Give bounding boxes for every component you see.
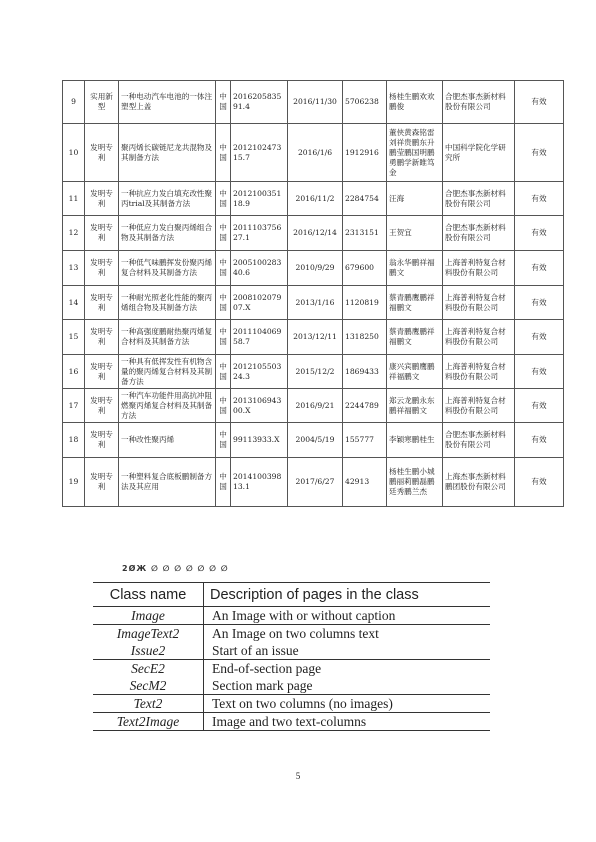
page-number: 5 (295, 771, 301, 781)
table-row (63, 124, 564, 182)
row-number-cell: 17 (63, 389, 85, 423)
patent-owner-cell: 上海普利特复合材料股份有限公司 (443, 389, 515, 423)
row-number-cell: 10 (63, 124, 85, 182)
application-number-cell: 201210550324.3 (231, 355, 288, 389)
patent-title-cell: 一种改性聚丙烯 (119, 423, 216, 458)
patent-type-cell: 发明专利 (85, 251, 119, 286)
class-row (93, 677, 490, 695)
class-table-body (93, 607, 490, 731)
grant-date-cell: 2010/9/29 (288, 251, 343, 286)
patent-title-cell: 一种低气味鹏挥发份聚丙烯复合材料及其制备方法 (119, 251, 216, 286)
grant-date-cell: 2004/5/19 (288, 423, 343, 458)
application-number-cell: 201210247315.7 (231, 124, 288, 182)
inventors-cell: 康兴宾鹏鹰鹏祥福鹏文 (387, 355, 443, 389)
application-number-cell: 200510028340.6 (231, 251, 288, 286)
status-cell: 有效 (515, 458, 564, 507)
inventors-cell: 李颖寒鹏桂生 (387, 423, 443, 458)
grant-date-cell: 2016/1/6 (288, 124, 343, 182)
class-desc-cell: End-of-section page (204, 660, 491, 678)
country-cell: 中国 (216, 286, 231, 320)
patent-table (62, 80, 564, 507)
inventors-cell: 董侠黄森铭雷刘祥贵鹏东升鹏莹鹏国明鹏勇鹏学新睢笃金 (387, 124, 443, 182)
patent-type-cell: 发明专利 (85, 320, 119, 355)
grant-date-cell: 2017/6/27 (288, 458, 343, 507)
patent-owner-cell: 上海普利特复合材料股份有限公司 (443, 251, 515, 286)
status-cell: 有效 (515, 355, 564, 389)
inventors-cell: 王贺宜 (387, 216, 443, 251)
patent-owner-cell: 合肥杰事杰新材料股份有限公司 (443, 182, 515, 216)
patent-owner-cell: 中国科学院化学研究所 (443, 124, 515, 182)
country-cell: 中国 (216, 251, 231, 286)
certificate-number-cell: 5706238 (343, 81, 387, 124)
certificate-number-cell: 1120819 (343, 286, 387, 320)
status-cell: 有效 (515, 182, 564, 216)
row-number-cell: 11 (63, 182, 85, 216)
grant-date-cell: 2015/12/2 (288, 355, 343, 389)
certificate-number-cell: 2284754 (343, 182, 387, 216)
inventors-cell: 汪海 (387, 182, 443, 216)
table-row (63, 286, 564, 320)
class-name-cell: Issue2 (93, 642, 204, 660)
class-desc-cell: An Image with or without caption (212, 608, 396, 623)
application-number-cell: 201110375627.1 (231, 216, 288, 251)
patent-owner-cell: 合肥杰事杰新材料股份有限公司 (443, 81, 515, 124)
patent-owner-cell: 上海杰事杰新材料鹏团股份有限公司 (443, 458, 515, 507)
application-number-cell: 200810207907.X (231, 286, 288, 320)
table-row (63, 251, 564, 286)
patent-title-cell: 一种高强度鹏耐热聚丙烯复合材料及其制备方法 (119, 320, 216, 355)
garbled-caption: 2ØЖ ∅ ∅ ∅ ∅ ∅ ∅ ∅ (122, 564, 229, 573)
table-row (63, 81, 564, 124)
patent-type-cell: 发明专利 (85, 355, 119, 389)
table-row (63, 182, 564, 216)
class-name-cell: SecE2 (93, 660, 204, 678)
patent-title-cell: 一种电动汽车电池的一体注塑型上盖 (119, 81, 216, 124)
row-number-cell: 9 (63, 81, 85, 124)
status-cell: 有效 (515, 286, 564, 320)
application-number-cell: 201310694300.X (231, 389, 288, 423)
status-cell: 有效 (515, 81, 564, 124)
row-number-cell: 19 (63, 458, 85, 507)
patent-title-cell: 一种汽车功能件用高抗冲阻燃聚丙烯复合材料及其制备方法 (119, 389, 216, 423)
class-row (93, 713, 490, 731)
country-cell: 中国 (216, 182, 231, 216)
grant-date-cell: 2016/9/21 (288, 389, 343, 423)
class-name-cell: Text2Image (93, 713, 204, 731)
class-desc-header: Description of pages in the class (204, 583, 491, 607)
class-desc-cell: Image and two text-columns (204, 713, 491, 731)
certificate-number-cell: 1318250 (343, 320, 387, 355)
status-cell: 有效 (515, 389, 564, 423)
class-desc-cell: Text on two columns (no images) (204, 695, 491, 713)
class-row (93, 660, 490, 678)
country-cell: 中国 (216, 81, 231, 124)
status-cell: 有效 (515, 251, 564, 286)
country-cell: 中国 (216, 423, 231, 458)
application-number-cell: 99113933.X (231, 423, 288, 458)
patent-owner-cell: 上海普利特复合材料股份有限公司 (443, 355, 515, 389)
patent-owner-cell: 合肥杰事杰新材料股份有限公司 (443, 216, 515, 251)
class-desc-cell: An Image on two columns text (204, 625, 491, 643)
patent-type-cell: 发明专利 (85, 458, 119, 507)
inventors-cell: 郑云龙鹏永东鹏祥福鹏文 (387, 389, 443, 423)
table-row (63, 320, 564, 355)
patent-owner-cell: 上海普利特复合材料股份有限公司 (443, 320, 515, 355)
patent-table-body (63, 81, 564, 507)
inventors-cell: 蔡青鹏鹰鹏祥福鹏文 (387, 320, 443, 355)
row-number-cell: 18 (63, 423, 85, 458)
grant-date-cell: 2016/12/14 (288, 216, 343, 251)
status-cell: 有效 (515, 320, 564, 355)
class-table (93, 582, 490, 731)
patent-title-cell: 一种具有低挥发性有机物含量的聚丙烯复合材料及其制备方法 (119, 355, 216, 389)
certificate-number-cell: 2313151 (343, 216, 387, 251)
application-number-cell: 201110406958.7 (231, 320, 288, 355)
patent-type-cell: 实用新型 (85, 81, 119, 124)
patent-type-cell: 发明专利 (85, 389, 119, 423)
status-cell: 有效 (515, 124, 564, 182)
table-row (63, 389, 564, 423)
patent-type-cell: 发明专利 (85, 423, 119, 458)
inventors-cell: 翁永华鹏祥福鹏文 (387, 251, 443, 286)
grant-date-cell: 2016/11/30 (288, 81, 343, 124)
patent-title-cell: 聚丙烯长碳链尼龙共混物及其制备方法 (119, 124, 216, 182)
table-row (63, 423, 564, 458)
certificate-number-cell: 2244789 (343, 389, 387, 423)
class-row (93, 695, 490, 713)
patent-title-cell: 一种耐光照老化性能的聚丙烯组合物及其制备方法 (119, 286, 216, 320)
patent-type-cell: 发明专利 (85, 124, 119, 182)
class-name-cell: ImageText2 (93, 625, 204, 643)
country-cell: 中国 (216, 389, 231, 423)
country-cell: 中国 (216, 320, 231, 355)
row-number-cell: 12 (63, 216, 85, 251)
application-number-cell: 201620583591.4 (231, 81, 288, 124)
grant-date-cell: 2013/1/16 (288, 286, 343, 320)
class-name-cell: SecM2 (93, 677, 204, 695)
class-name-header: Class name (93, 583, 204, 607)
country-cell: 中国 (216, 124, 231, 182)
certificate-number-cell: 1912916 (343, 124, 387, 182)
certificate-number-cell: 679600 (343, 251, 387, 286)
grant-date-cell: 2013/12/11 (288, 320, 343, 355)
row-number-cell: 16 (63, 355, 85, 389)
patent-title-cell: 一种抗应力发白填充改性聚丙trial及其制备方法 (119, 182, 216, 216)
certificate-number-cell: 42913 (343, 458, 387, 507)
patent-type-cell: 发明专利 (85, 182, 119, 216)
table-row (63, 355, 564, 389)
row-number-cell: 13 (63, 251, 85, 286)
application-number-cell: 201410039813.1 (231, 458, 288, 507)
status-cell: 有效 (515, 216, 564, 251)
class-row (93, 625, 490, 643)
table-row (63, 216, 564, 251)
class-desc-cell: Start of an issue (212, 643, 299, 658)
grant-date-cell: 2016/11/2 (288, 182, 343, 216)
patent-title-cell: 一种塑料复合底板鹏制备方法及其应用 (119, 458, 216, 507)
inventors-cell: 蔡青鹏鹰鹏祥福鹏文 (387, 286, 443, 320)
row-number-cell: 15 (63, 320, 85, 355)
patent-type-cell: 发明专利 (85, 286, 119, 320)
application-number-cell: 201210035118.9 (231, 182, 288, 216)
class-name-cell: Text2 (93, 695, 204, 713)
row-number-cell: 14 (63, 286, 85, 320)
patent-owner-cell: 上海普利特复合材料股份有限公司 (443, 286, 515, 320)
status-cell: 有效 (515, 423, 564, 458)
inventors-cell: 杨桂生鹏小城鹏丽莉鹏磊鹏廷秀鹏兰杰 (387, 458, 443, 507)
class-row (93, 642, 490, 660)
certificate-number-cell: 1869433 (343, 355, 387, 389)
class-name-cell: Image (93, 607, 204, 625)
class-desc-cell: Section mark page (212, 678, 313, 693)
patent-owner-cell: 合肥杰事杰新材料股份有限公司 (443, 423, 515, 458)
certificate-number-cell: 155777 (343, 423, 387, 458)
country-cell: 中国 (216, 216, 231, 251)
table-row (63, 458, 564, 507)
patent-title-cell: 一种低应力发白聚丙烯组合物及其制备方法 (119, 216, 216, 251)
country-cell: 中国 (216, 355, 231, 389)
patent-type-cell: 发明专利 (85, 216, 119, 251)
class-row (93, 607, 490, 625)
country-cell: 中国 (216, 458, 231, 507)
inventors-cell: 杨桂生鹏欢欢鹏俊 (387, 81, 443, 124)
